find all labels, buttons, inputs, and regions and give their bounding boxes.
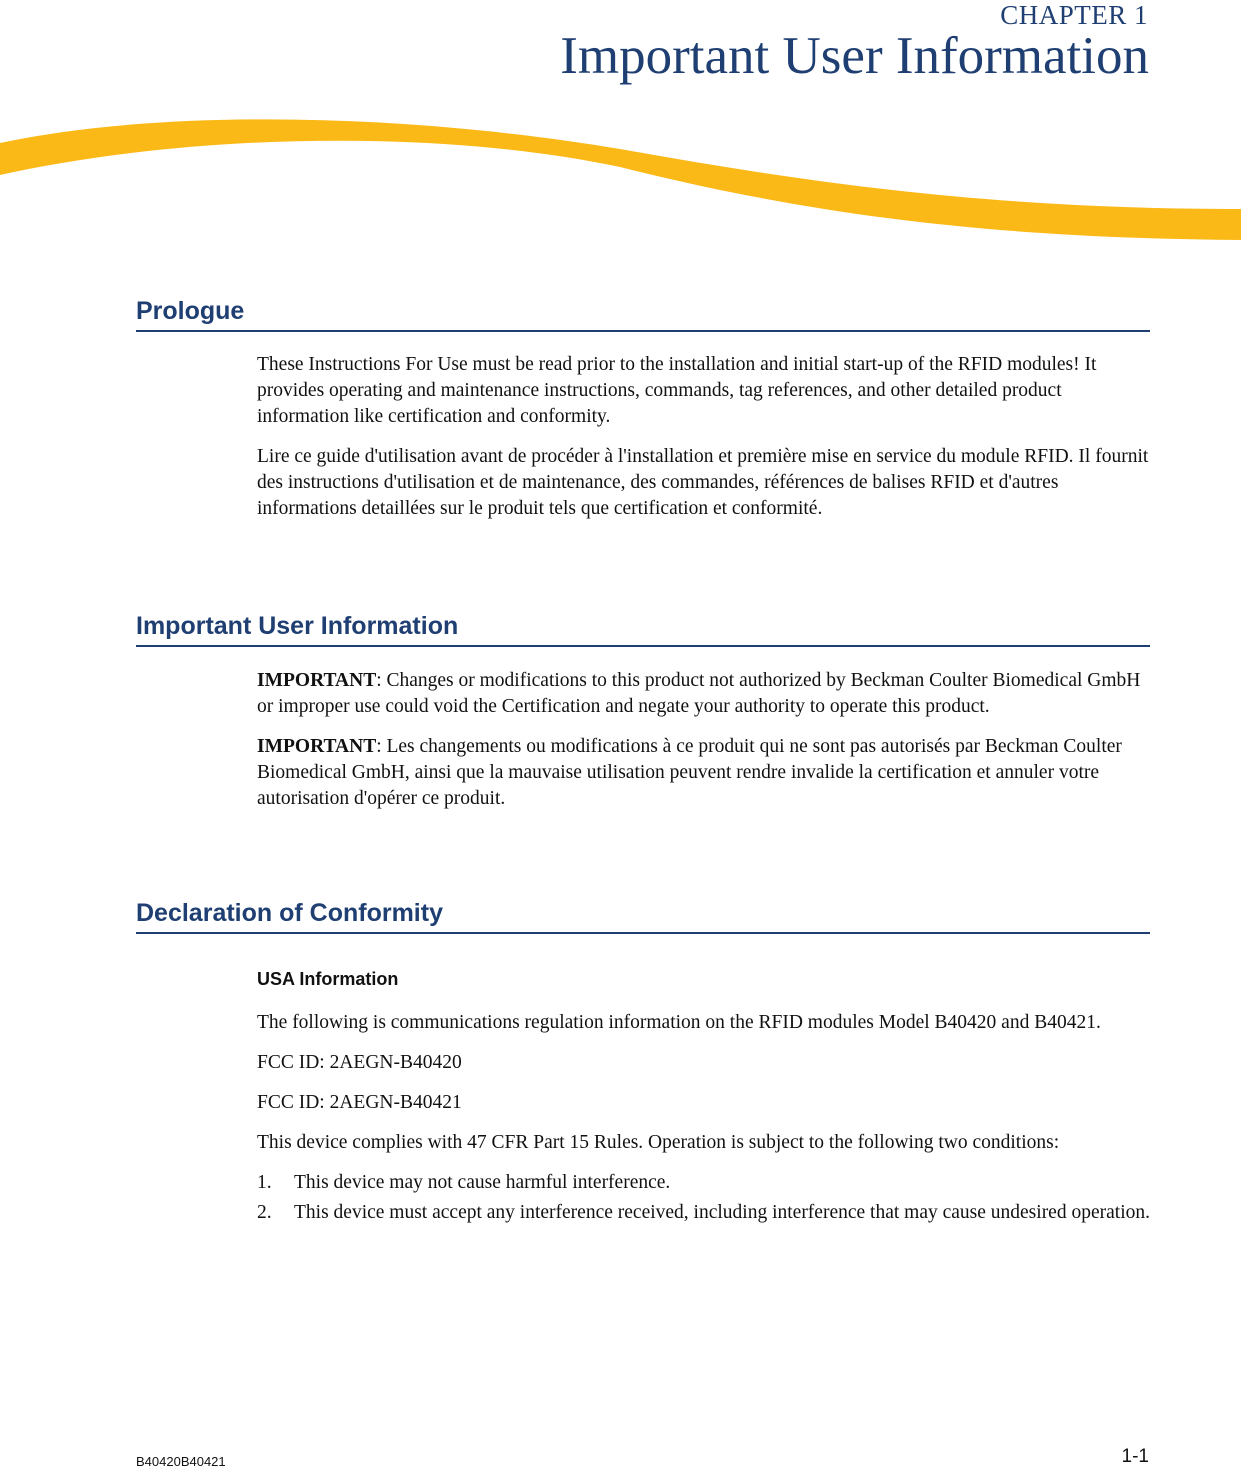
decorative-swoosh [0,105,1241,245]
compliance-statement: This device complies with 47 CFR Part 15 Rules. Operation is subject to the following two conditions: [257,1132,1060,1153]
condition-text: This device must accept any interference received, including interference that may cause undesired operation. [294,1202,1150,1223]
condition-text: This device may not cause harmful interference. [294,1172,671,1193]
condition-item [257,1200,1152,1226]
important-paragraph-en [257,668,1152,720]
condition-number: 1. [257,1172,272,1193]
important-paragraph-fr [257,734,1152,812]
important-text-en: : Changes or modifications to this product not authorized by Beckman Coulter Biomedical GmbH or improper use could void the Certification and negate your authority to operate this product. [257,670,1141,717]
prologue-paragraph-en: These Instructions For Use must be read prior to the installation and initial start-up of the RFID modules! It provides operating and maintenance instructions, commands, tag references, and other detailed product information like certification and conformity. [257,354,1097,427]
conformity-body [257,966,1152,1230]
footer-page-number: 1-1 [1121,1446,1149,1467]
important-text-fr: : Les changements ou modifications à ce produit qui ne sont pas autorisés par Beckman Coulter Biomedical GmbH, ainsi que la mauvaise utilisation peuvent rendre invalide la certification et annuler votre autorisation d'opérer ce produit. [257,736,1122,809]
footer-doc-id: B40420B40421 [136,1454,226,1469]
fcc-id-2: FCC ID: 2AEGN-B40421 [257,1092,462,1113]
important-label-en: IMPORTANT [257,670,377,691]
chapter-title: Important User Information [560,27,1149,85]
condition-number: 2. [257,1202,272,1223]
prologue-heading: Prologue [136,297,1150,332]
condition-item [257,1170,1152,1196]
usa-information-subheading: USA Information [257,969,399,989]
prologue-body [257,352,1152,536]
prologue-paragraph-fr: Lire ce guide d'utilisation avant de procéder à l'installation et première mise en service du module RFID. Il fournit des instructions d'utilisation et de maintenance, des commandes, références de balises RFID et d'autres informations detaillées sur le produit tels que certification et conformité. [257,446,1149,519]
chapter-label: CHAPTER 1 [1000,0,1148,30]
important-heading: Important User Information [136,612,1150,647]
conformity-heading: Declaration of Conformity [136,899,1150,934]
important-label-fr: IMPORTANT [257,736,377,757]
swoosh-shape [0,119,1241,240]
important-body [257,668,1152,826]
conformity-intro: The following is communications regulation information on the RFID modules Model B40420 and B40421. [257,1012,1101,1033]
fcc-id-1: FCC ID: 2AEGN-B40420 [257,1052,462,1073]
